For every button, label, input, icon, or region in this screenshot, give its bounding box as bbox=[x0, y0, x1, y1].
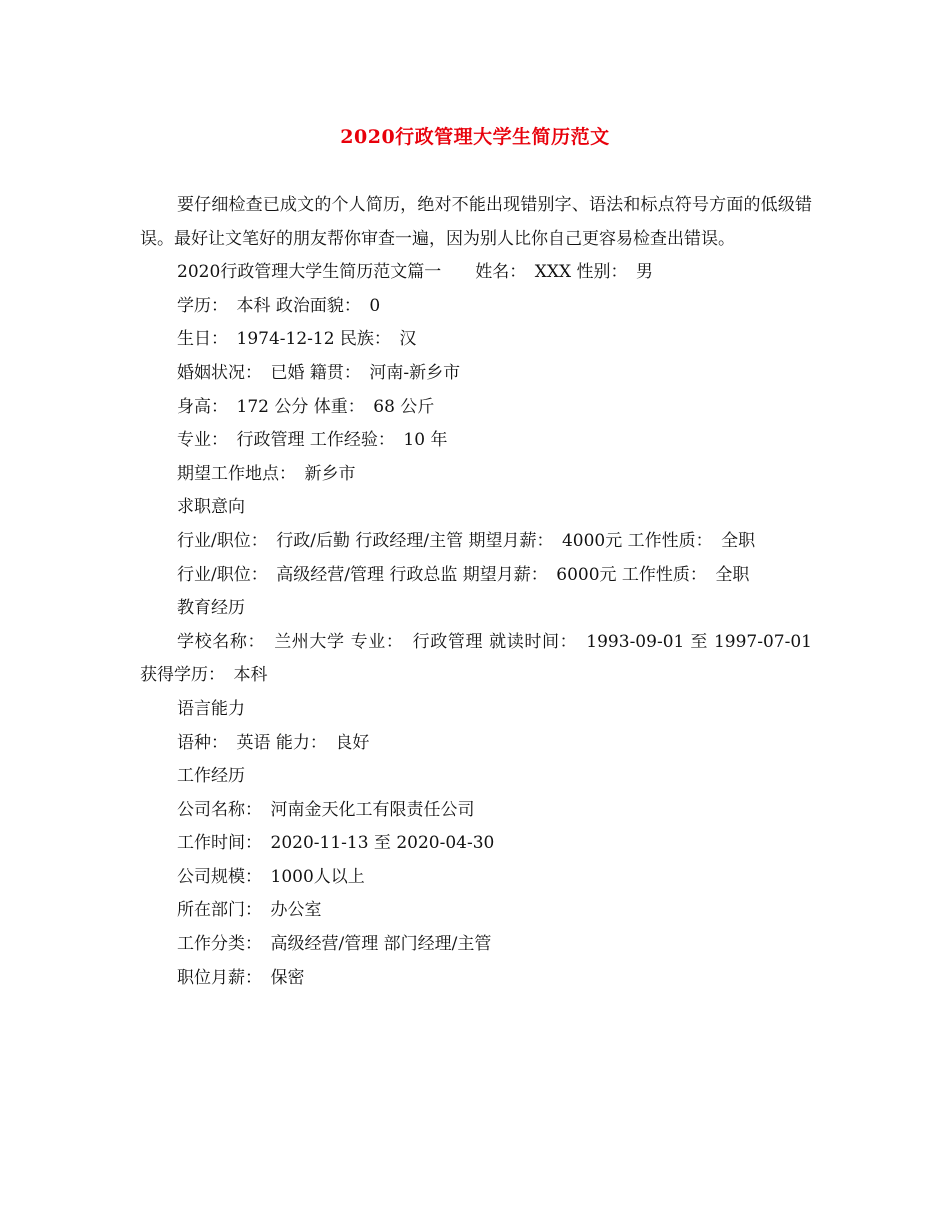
name-line: 2020行政管理大学生简历范文篇一 姓名： XXX 性别： 男 bbox=[177, 262, 653, 283]
document-body bbox=[140, 189, 812, 995]
education-level-line: 学历： 本科 政治面貌： 0 bbox=[177, 295, 381, 316]
language-heading: 语言能力 bbox=[177, 698, 245, 719]
language-entry: 语种： 英语 能力： 良好 bbox=[177, 732, 370, 753]
marital-line: 婚姻状况： 已婚 籍贯： 河南-新乡市 bbox=[177, 362, 461, 383]
document-title: 2020行政管理大学生简历范文 bbox=[340, 126, 610, 148]
work-heading: 工作经历 bbox=[177, 766, 245, 787]
birthday-line: 生日： 1974-12-12 民族： 汉 bbox=[177, 329, 417, 350]
intro-paragraph: 要仔细检查已成文的个人简历，绝对不能出现错别字、语法和标点符号方面的低级错误。最好让文笔好的朋友帮你审查一遍，因为别人比你自己更容易检查出错误。 bbox=[140, 195, 812, 249]
job-intent-2: 行业/职位： 高级经营/管理 行政总监 期望月薪： 6000元 工作性质： 全职 bbox=[177, 564, 750, 585]
company-size-line: 公司规模： 1000人以上 bbox=[177, 866, 365, 887]
height-line: 身高： 172 公分 体重： 68 公斤 bbox=[177, 396, 435, 417]
major-line: 专业： 行政管理 工作经验： 10 年 bbox=[177, 430, 448, 451]
education-heading: 教育经历 bbox=[177, 598, 245, 619]
company-line: 公司名称： 河南金天化工有限责任公司 bbox=[177, 799, 475, 820]
job-intent-1: 行业/职位： 行政/后勤 行政经理/主管 期望月薪： 4000元 工作性质： 全职 bbox=[177, 530, 756, 551]
category-line: 工作分类： 高级经营/管理 部门经理/主管 bbox=[177, 934, 492, 955]
education-entry: 学校名称： 兰州大学 专业： 行政管理 就读时间： 1993-09-01 至 1997-07-01 获得学历： 本科 bbox=[140, 631, 812, 686]
salary-line: 职位月薪： 保密 bbox=[177, 967, 305, 988]
department-line: 所在部门： 办公室 bbox=[177, 900, 322, 921]
work-time-line: 工作时间： 2020-11-13 至 2020-04-30 bbox=[177, 833, 495, 854]
location-line: 期望工作地点： 新乡市 bbox=[177, 463, 356, 484]
job-intent-heading: 求职意向 bbox=[177, 497, 245, 518]
